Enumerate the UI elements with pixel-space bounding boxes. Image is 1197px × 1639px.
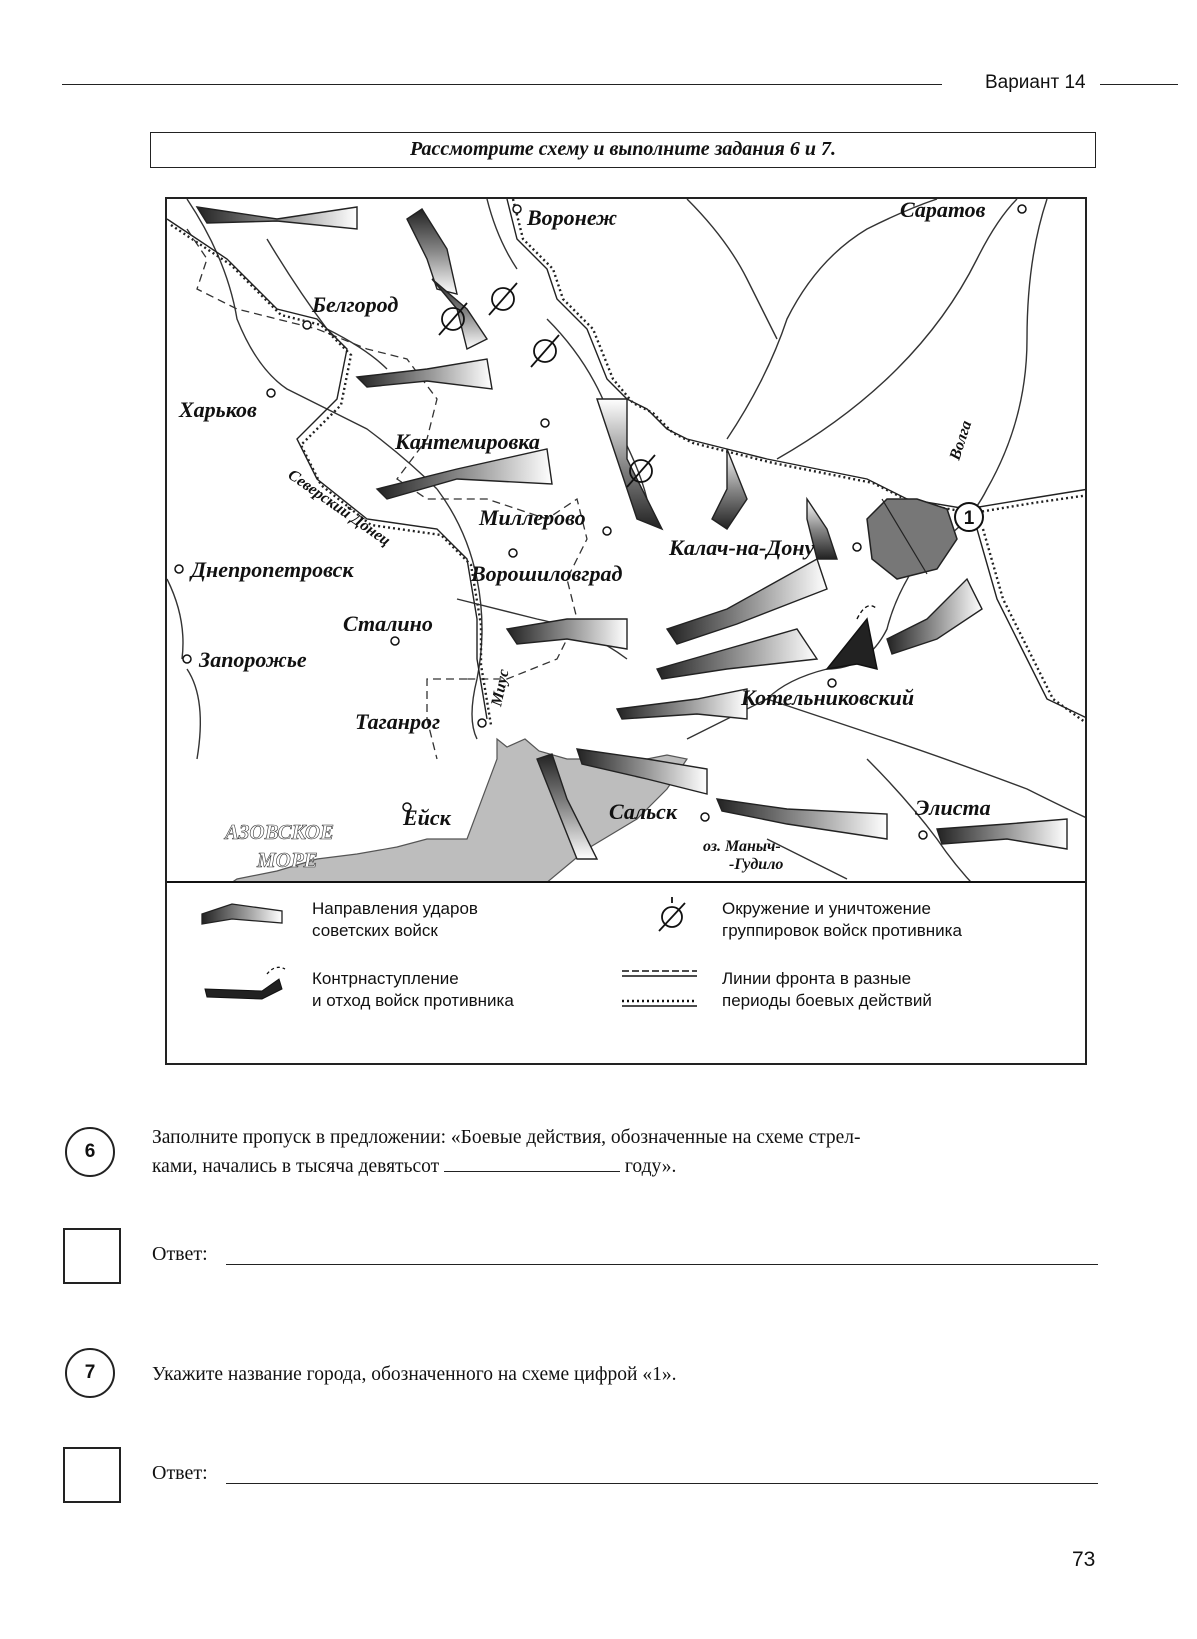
- q6-answer-line[interactable]: [226, 1264, 1098, 1265]
- legend-counter-2: и отход войск противника: [312, 991, 514, 1010]
- city-saratov: Саратов: [900, 199, 986, 222]
- city-elista: Элиста: [915, 795, 991, 820]
- city-salsk: Сальск: [609, 799, 678, 824]
- city-eysk: Ейск: [403, 805, 451, 830]
- legend-soviet-1: Направления ударов: [312, 899, 478, 918]
- q7-answer-line[interactable]: [226, 1483, 1098, 1484]
- city-voronezh: Воронеж: [527, 205, 618, 230]
- river-volga: Волга: [946, 418, 976, 463]
- legend-front-2: периоды боевых действий: [722, 991, 932, 1010]
- city-kharkov: Харьков: [179, 397, 257, 422]
- legend-encircle-2: группировок войск противника: [722, 921, 962, 940]
- q6-line2-end: году».: [624, 1156, 677, 1177]
- map-svg: [167, 199, 1087, 1065]
- variant-label: Вариант 14: [985, 72, 1086, 93]
- marker-1: 1: [963, 508, 975, 529]
- q6-line1: Заполните пропуск в предложении: «Боевые действия, обозначенные на схеме стрел-: [152, 1127, 861, 1148]
- river-donets: Северский Донец: [284, 466, 394, 550]
- q6-text: [152, 1123, 1097, 1181]
- sea-label-1: АЗОВСКОЕ: [225, 820, 335, 844]
- city-kalach: Калач-на-Дону: [669, 535, 815, 560]
- legend-counter-1: Контрнаступление: [312, 969, 459, 988]
- header-rule-right: [1100, 84, 1178, 85]
- legend-bg: [167, 883, 1087, 1065]
- legend-front-1: Линии фронта в разные: [722, 969, 912, 988]
- q6-line2-start: ками, начались в тысяча девятьсот: [152, 1156, 440, 1177]
- page-number: 73: [1072, 1548, 1096, 1571]
- enemy-counter-arrow: [827, 619, 877, 669]
- legend-soviet-2: советских войск: [312, 921, 438, 940]
- q6-blank: [444, 1153, 620, 1172]
- river-mius: Миус: [488, 667, 513, 708]
- q7-answer-label: Ответ:: [152, 1462, 208, 1484]
- city-taganrog: Таганрог: [355, 709, 441, 734]
- q6-number: 6: [65, 1127, 115, 1177]
- q7-answer-box[interactable]: [63, 1447, 121, 1503]
- encircled-area: [867, 499, 957, 579]
- city-belgorod: Белгород: [312, 292, 399, 317]
- header-rule-left: [62, 84, 942, 85]
- battle-map: [165, 197, 1087, 1065]
- q7-text: Укажите название города, обозначенного на схеме цифрой «1».: [152, 1364, 677, 1385]
- lake-label-1: оз. Маныч-: [703, 838, 781, 855]
- q6-line2: [152, 1152, 1097, 1181]
- q6-answer-box[interactable]: [63, 1228, 121, 1284]
- instruction-box: Рассмотрите схему и выполните задания 6 и 7.: [150, 132, 1096, 168]
- city-stalino: Сталино: [343, 611, 433, 636]
- city-kantemirovka: Кантемировка: [395, 429, 540, 454]
- city-millerovo: Миллерово: [479, 505, 586, 530]
- city-kotelnikovsky: Котельниковский: [741, 685, 915, 710]
- sea-label-2: МОРЕ: [257, 848, 318, 872]
- q7-number: 7: [65, 1348, 115, 1398]
- city-voroshilovgrad: Ворошиловград: [471, 561, 623, 586]
- legend-encircle-1: Окружение и уничтожение: [722, 899, 931, 918]
- city-zaporozhye: Запорожье: [199, 647, 307, 672]
- lake-label-2: -Гудило: [729, 856, 784, 873]
- city-dnepropetrovsk: Днепропетровск: [191, 557, 354, 582]
- q6-answer-label: Ответ:: [152, 1243, 208, 1265]
